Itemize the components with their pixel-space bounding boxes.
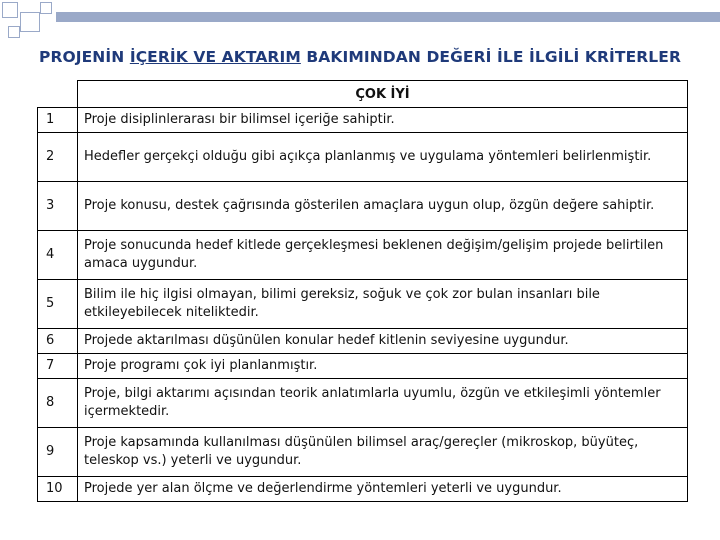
title-underlined: İÇERİK VE AKTARIM (129, 48, 301, 66)
table-row (38, 280, 688, 329)
table-row (38, 231, 688, 280)
row-number: 7 (38, 354, 78, 379)
row-text: Proje programı çok iyi planlanmıştır. (78, 354, 688, 379)
table-row (38, 108, 688, 133)
criteria-table (37, 80, 688, 502)
row-text: Proje sonucunda hedef kitlede gerçekleşmesi beklenen değişim/gelişim projede belirtilen amaca uygundur. (78, 231, 688, 280)
decor-bar (56, 12, 720, 22)
decor-square (8, 26, 20, 38)
row-text: Projede yer alan ölçme ve değerlendirme yöntemleri yeterli ve uygundur. (78, 477, 688, 502)
row-text: Proje kapsamında kullanılması düşünülen bilimsel araç/gereçler (mikroskop, büyüteç, teleskop vs.) yeterli ve uygundur. (78, 428, 688, 477)
row-text: Hedefler gerçekçi olduğu gibi açıkça planlanmış ve uygulama yöntemleri belirlenmiştir. (78, 133, 688, 182)
table-header: ÇOK İYİ (78, 81, 688, 108)
decor-square (2, 2, 18, 18)
decor-square (20, 12, 40, 32)
row-number: 6 (38, 329, 78, 354)
table-row (38, 379, 688, 428)
row-number: 4 (38, 231, 78, 280)
row-text: Proje konusu, destek çağrısında gösterilen amaçlara uygun olup, özgün değere sahiptir. (78, 182, 688, 231)
title-part: BAKIMINDAN DEĞERİ İLE İLGİLİ KRİTERLER (300, 48, 682, 66)
header-blank (38, 81, 78, 108)
row-number: 3 (38, 182, 78, 231)
table-row (38, 133, 688, 182)
row-text: Projede aktarılması düşünülen konular hedef kitlenin seviyesine uygundur. (78, 329, 688, 354)
table-row (38, 477, 688, 502)
title-part: PROJENİN (38, 48, 130, 66)
row-number: 2 (38, 133, 78, 182)
row-number: 10 (38, 477, 78, 502)
table-row (38, 182, 688, 231)
row-number: 8 (38, 379, 78, 428)
row-text: Proje, bilgi aktarımı açısından teorik anlatımlarla uyumlu, özgün ve etkileşimli yöntemler içermektedir. (78, 379, 688, 428)
row-text: Bilim ile hiç ilgisi olmayan, bilimi gereksiz, soğuk ve çok zor bulan insanları bile etkileyebilecek niteliktedir. (78, 280, 688, 329)
row-number: 1 (38, 108, 78, 133)
row-number: 9 (38, 428, 78, 477)
table-row (38, 428, 688, 477)
slide-decoration (0, 0, 720, 44)
row-text: Proje disiplinlerarası bir bilimsel içeriğe sahiptir. (78, 108, 688, 133)
table-row (38, 329, 688, 354)
table-row (38, 354, 688, 379)
decor-square (40, 2, 52, 14)
page-title (0, 48, 720, 66)
row-number: 5 (38, 280, 78, 329)
